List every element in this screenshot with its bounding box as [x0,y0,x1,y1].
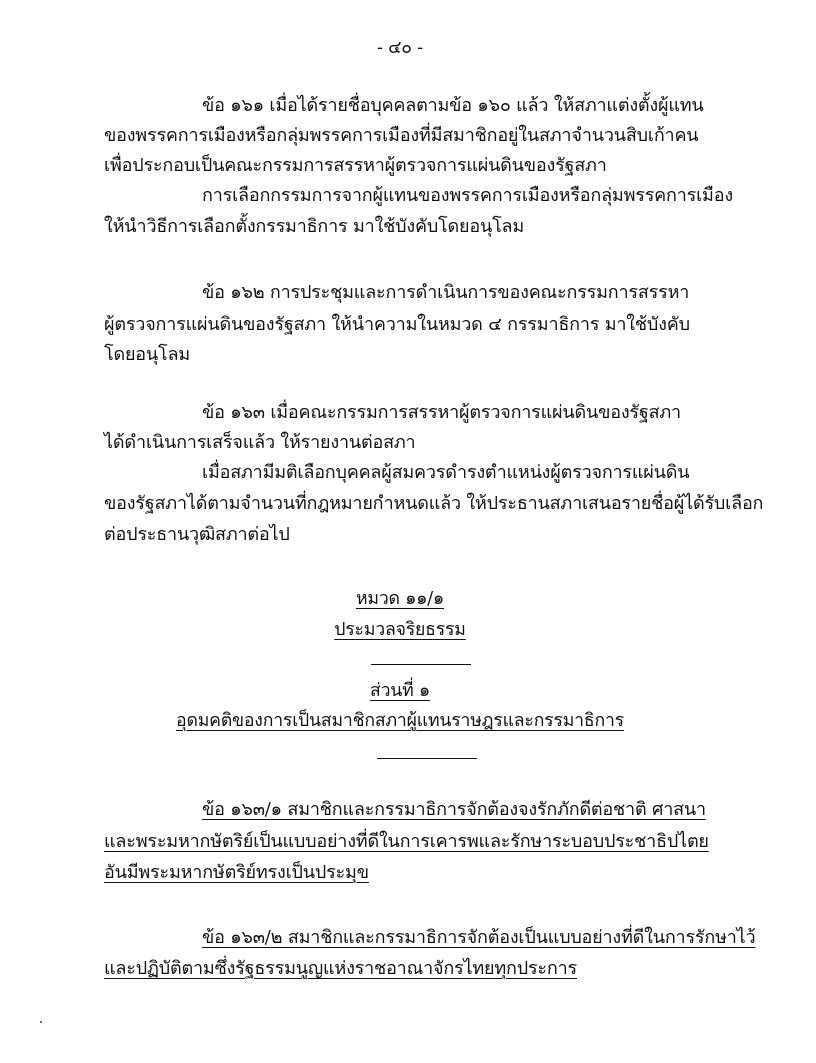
clause-161-line-3: เพื่อประกอบเป็นคณะกรรมการสรรหาผู้ตรวจการแผ่นดินของรัฐสภา [104,155,607,176]
part-heading-wrap [0,679,800,703]
scan-speck [40,1021,42,1023]
clause-162-line-1: ข้อ ๑๖๒ การประชุมและการดำเนินการของคณะกรรมการสรรหา [202,282,690,303]
clause-163-2-line-1: ข้อ ๑๖๓/๒ สมาชิกและกรรมาธิการจักต้องเป็นแบบอย่างที่ดีในการรักษาไว้ [202,927,756,948]
clause-163-line-2: ได้ดำเนินการเสร็จแล้ว ให้รายงานต่อสภา [104,432,416,453]
clause-162-line-2: ผู้ตรวจการแผ่นดินของรัฐสภา ให้นำความในหมวด ๔ กรรมาธิการ มาใช้บังคับ [104,314,690,335]
clause-161-line-4: การเลือกกรรมการจากผู้แทนของพรรคการเมืองหรือกลุ่มพรรคการเมือง [202,185,733,206]
section-divider-1 [371,664,471,665]
clause-163-1-line-2: และพระมหากษัตริย์เป็นแบบอย่างที่ดีในการเคารพและรักษาระบอบประชาธิปไตย [104,831,709,852]
clause-163-2-line-2: และปฏิบัติตามซึ่งรัฐธรรมนูญแห่งราชอาณาจักรไทยทุกประการ [104,958,577,979]
clause-163-2-line-1-wrap [202,926,755,950]
clause-161-line-2: ของพรรคการเมืองหรือกลุ่มพรรคการเมืองที่มีสมาชิกอยู่ในสภาจำนวนสิบเก้าคน [104,125,699,146]
clause-161-line-1: ข้อ ๑๖๑ เมื่อได้รายชื่อบุคคลตามข้อ ๑๖๐ แล้ว ให้สภาแต่งตั้งผู้แทน [202,95,704,116]
clause-163-1-line-3: อันมีพระมหากษัตริย์ทรงเป็นประมุข [104,862,369,883]
section-divider-2 [377,758,477,759]
part-title: อุดมคติของการเป็นสมาชิกสภาผู้แทนราษฎรและกรรมาธิการ [176,710,624,731]
chapter-heading: หมวด ๑๑/๑ [355,588,445,609]
clause-163-line-3: เมื่อสภามีมติเลือกบุคคลผู้สมควรดำรงตำแหน่งผู้ตรวจการแผ่นดิน [202,462,690,483]
page-number: - ๔๐ - [376,37,424,58]
clause-163-1-line-2-wrap [104,830,709,854]
chapter-heading-wrap [0,587,800,611]
part-title-wrap [0,709,800,733]
clause-163-line-4: ของรัฐสภาได้ตามจำนวนที่กฎหมายกำหนดแล้ว ให้ประธานสภาเสนอรายชื่อผู้ได้รับเลือก [104,493,764,514]
clause-161-line-5: ให้นำวิธีการเลือกตั้งกรรมาธิการ มาใช้บังคับโดยอนุโลม [104,216,525,237]
clause-162-line-3: โดยอนุโลม [104,344,190,365]
clause-163-line-1: ข้อ ๑๖๓ เมื่อคณะกรรมการสรรหาผู้ตรวจการแผ่นดินของรัฐสภา [202,402,681,423]
clause-163-2-line-2-wrap [104,957,577,981]
part-heading: ส่วนที่ ๑ [369,680,431,701]
clause-163-1-line-3-wrap [104,861,369,885]
clause-163-line-5: ต่อประธานวุฒิสภาต่อไป [104,524,290,545]
clause-163-1-line-1: ข้อ ๑๖๓/๑ สมาชิกและกรรมาธิการจักต้องจงรักภักดีต่อชาติ ศาสนา [202,799,706,820]
chapter-title-wrap [0,618,800,642]
chapter-title: ประมวลจริยธรรม [334,619,466,640]
clause-163-1-line-1-wrap [202,798,706,822]
